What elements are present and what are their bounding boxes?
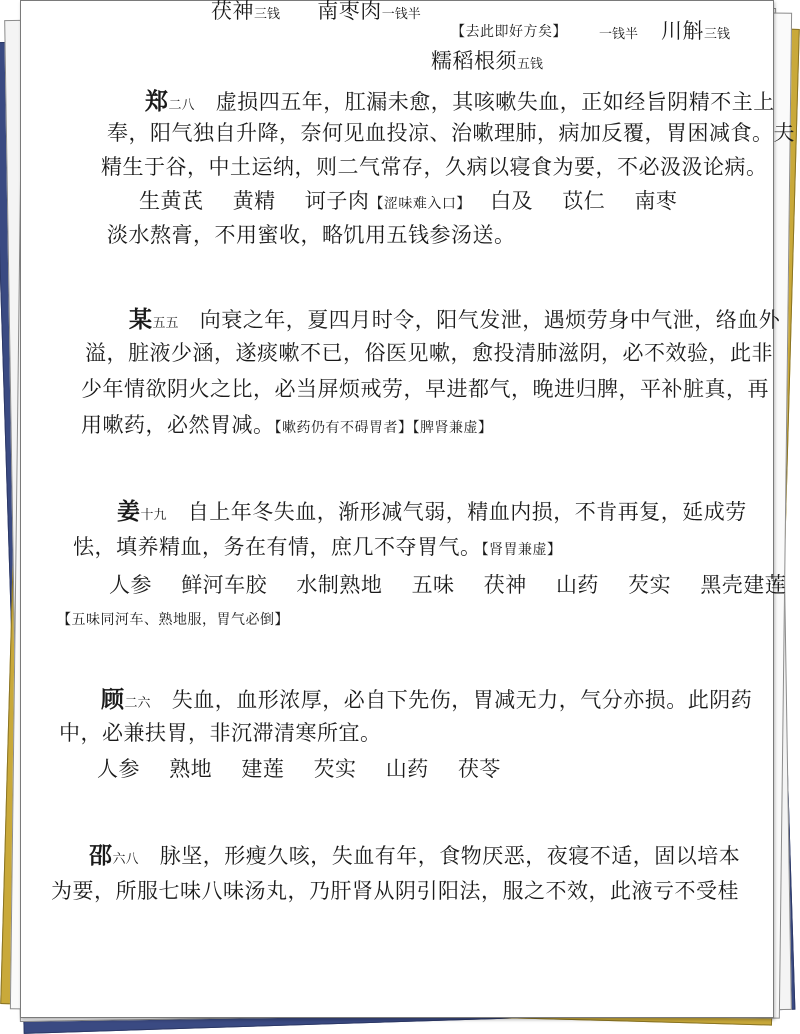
patient-age: 二八 xyxy=(168,98,195,113)
dose-text: 三钱 xyxy=(704,27,731,42)
dose-text: 一钱半 xyxy=(381,7,421,22)
case-heading xyxy=(145,83,775,116)
patient-name: 某 xyxy=(129,306,153,333)
case-text: 淡水熬膏，不用蜜收，略饥用五钱参汤送。 xyxy=(107,223,516,247)
patient-age: 二六 xyxy=(124,696,151,711)
case-heading xyxy=(129,301,780,334)
herb-text: 川斛 xyxy=(661,19,704,43)
case-text: 用嗽药，必然胃减。 xyxy=(81,413,275,437)
herb-text: 芡实 xyxy=(628,573,672,597)
case-text: 少年情欲阴火之比，必当屏烦戒劳，早进都气，晚进归脾，平补脏真，再 xyxy=(81,377,769,401)
herb-text: 糯稻根须 xyxy=(431,49,517,73)
herb-text: 生黄芪 xyxy=(139,189,204,213)
herb-text: 黄精 xyxy=(232,189,276,213)
patient-age: 五五 xyxy=(152,316,179,331)
case-text: 向衰之年，夏四月时令，阳气发泄，遇烦劳身中气泄，络血外 xyxy=(199,308,781,332)
annotation-text: 【肾胃兼虚】 xyxy=(481,542,562,558)
herb-text: 南枣肉 xyxy=(317,0,382,23)
annotation-text: 【五味同河车、熟地服，胃气必倒】 xyxy=(57,612,289,628)
dose-text: 五钱 xyxy=(517,57,544,72)
case-text: 虚损四五年，肛漏未愈，其咳嗽失血，正如经旨阴精不主上 xyxy=(215,90,775,114)
case-text: 怯，填养精血，务在有情，庶几不夺胃气。 xyxy=(73,535,482,559)
annotation-text: 【嗽药仍有不碍胃者】 xyxy=(274,420,413,436)
case-text xyxy=(81,409,493,439)
herb-text: 熟地 xyxy=(169,757,213,781)
herb-text: 人参 xyxy=(97,757,140,781)
case-text: 精生于谷，中土运纳，则二气常存，久病以寝食为要，不必汲汲论病。 xyxy=(101,155,768,179)
page-content xyxy=(21,0,795,1017)
case-text: 中，必兼扶胃，非沉滞清寒所宜。 xyxy=(59,721,382,745)
case-text: 为要，所服七味八味汤丸，乃肝肾从阴引阳法，服之不效，此液亏不受桂 xyxy=(51,879,739,903)
annotation-text: 【脾肾兼虚】 xyxy=(412,420,493,436)
herb-text: 茯苓 xyxy=(457,757,501,781)
herb-text: 鲜河车胶 xyxy=(181,573,268,597)
case-text: 失血，血形浓厚，必自下先伤，胃减无力，气分亦损。此阴药 xyxy=(171,688,753,712)
prescription-line xyxy=(109,569,786,599)
prescription-line xyxy=(97,753,501,783)
herb-text: 建莲 xyxy=(241,757,285,781)
prescription-line xyxy=(661,15,730,45)
patient-age: 六八 xyxy=(112,852,139,867)
herb-text: 白及 xyxy=(490,189,534,213)
case-text: 溢，脏液少涵，遂痰嗽不已，俗医见嗽，愈投清肺滋阴，必不效验，此非 xyxy=(85,341,773,365)
case-text: 自上年冬失血，渐形减气弱，精血内损，不肯再复，延成劳 xyxy=(187,500,747,524)
herb-text: 人参 xyxy=(109,573,152,597)
case-heading xyxy=(117,493,747,526)
annotation-text: 【涩味难入口】 xyxy=(369,196,471,212)
dose-text: 三钱 xyxy=(254,7,281,22)
patient-name: 姜 xyxy=(117,498,141,525)
patient-name: 邵 xyxy=(89,842,113,869)
herb-text: 茯神 xyxy=(211,0,254,23)
case-heading xyxy=(101,681,752,714)
herb-text: 南枣 xyxy=(634,189,678,213)
prescription-line xyxy=(431,45,543,75)
herb-text: 山药 xyxy=(385,757,429,781)
annotation-text: 【去此即好方矣】 xyxy=(451,24,567,40)
herb-text: 芡实 xyxy=(313,757,357,781)
case-heading xyxy=(89,837,740,870)
herb-text: 黑壳建莲 xyxy=(700,573,787,597)
patient-name: 郑 xyxy=(145,88,169,115)
patient-age: 十九 xyxy=(140,508,167,523)
herb-text: 诃子肉 xyxy=(304,189,370,213)
book-page xyxy=(20,0,795,1018)
herb-text: 五味 xyxy=(411,573,455,597)
prescription-line xyxy=(139,185,677,215)
case-text: 奉，阳气独自升降，奈何见血投凉、治嗽理肺，病加反覆，胃困减食。夫 xyxy=(107,121,795,145)
case-text: 脉坚，形瘦久咳，失血有年，食物厌恶，夜寝不适，固以培本 xyxy=(159,844,741,868)
dose-text: 一钱半 xyxy=(599,27,639,42)
herb-text: 山药 xyxy=(555,573,599,597)
prescription-line xyxy=(211,0,421,25)
patient-name: 顾 xyxy=(101,686,125,713)
herb-text: 水制熟地 xyxy=(296,573,383,597)
herb-text: 苡仁 xyxy=(562,189,606,213)
case-text xyxy=(73,531,562,561)
herb-text: 茯神 xyxy=(483,573,527,597)
